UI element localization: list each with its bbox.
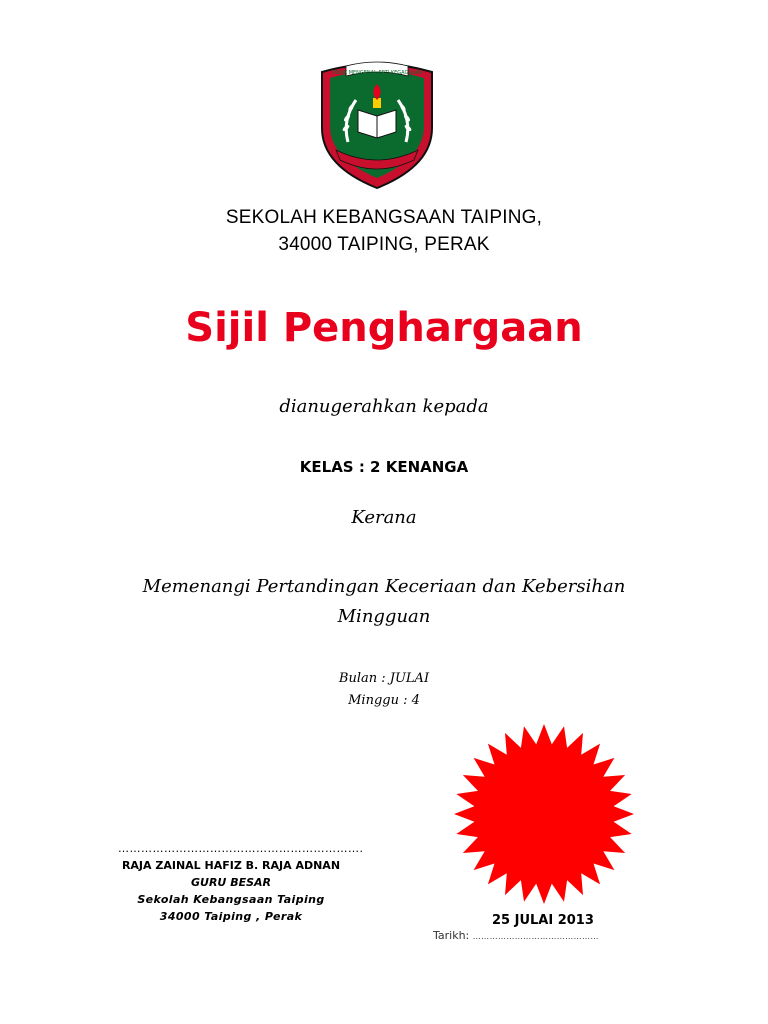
school-name-line1: SEKOLAH KEBANGSAAN TAIPING, [225, 207, 543, 228]
certificate-title: Sijil Penghargaan [185, 305, 583, 351]
reason-text [0, 572, 768, 632]
month-line: Bulan : JULAI [338, 671, 430, 686]
school-crest-logo [318, 58, 436, 190]
week-line: Minggu : 4 [348, 693, 420, 708]
crest-motto-text: TIDAK MENGENAL ERTI KEGAGALAN [332, 70, 422, 76]
date-field [433, 929, 599, 942]
signature-block [80, 840, 382, 925]
reason-line2: Mingguan [337, 606, 431, 627]
date-label: Tarikh: [433, 929, 470, 942]
signatory-role: GURU BESAR [191, 876, 271, 889]
date-value: 25 JULAI 2013 [492, 913, 594, 928]
date-dots: ……………………………………… [472, 932, 599, 941]
seal-shape [454, 724, 634, 904]
red-seal-starburst [452, 722, 636, 906]
signature-line: ………………………………………………………. [118, 842, 364, 855]
reason-line1: Memenangi Pertandingan Keceriaan dan Kebersihan [142, 576, 626, 597]
signatory-address1: Sekolah Kebangsaan Taiping [137, 893, 325, 906]
recipient-class: KELAS : 2 KENANGA [299, 458, 469, 476]
period-info [0, 668, 768, 712]
signatory-name: RAJA ZAINAL HAFIZ B. RAJA ADNAN [121, 859, 341, 872]
school-address-line: 34000 TAIPING, PERAK [278, 234, 490, 255]
awarded-to-label: dianugerahkan kepada [279, 396, 489, 417]
signatory-address2: 34000 Taiping , Perak [159, 910, 303, 923]
school-name [0, 204, 768, 258]
reason-label: Kerana [351, 507, 417, 528]
